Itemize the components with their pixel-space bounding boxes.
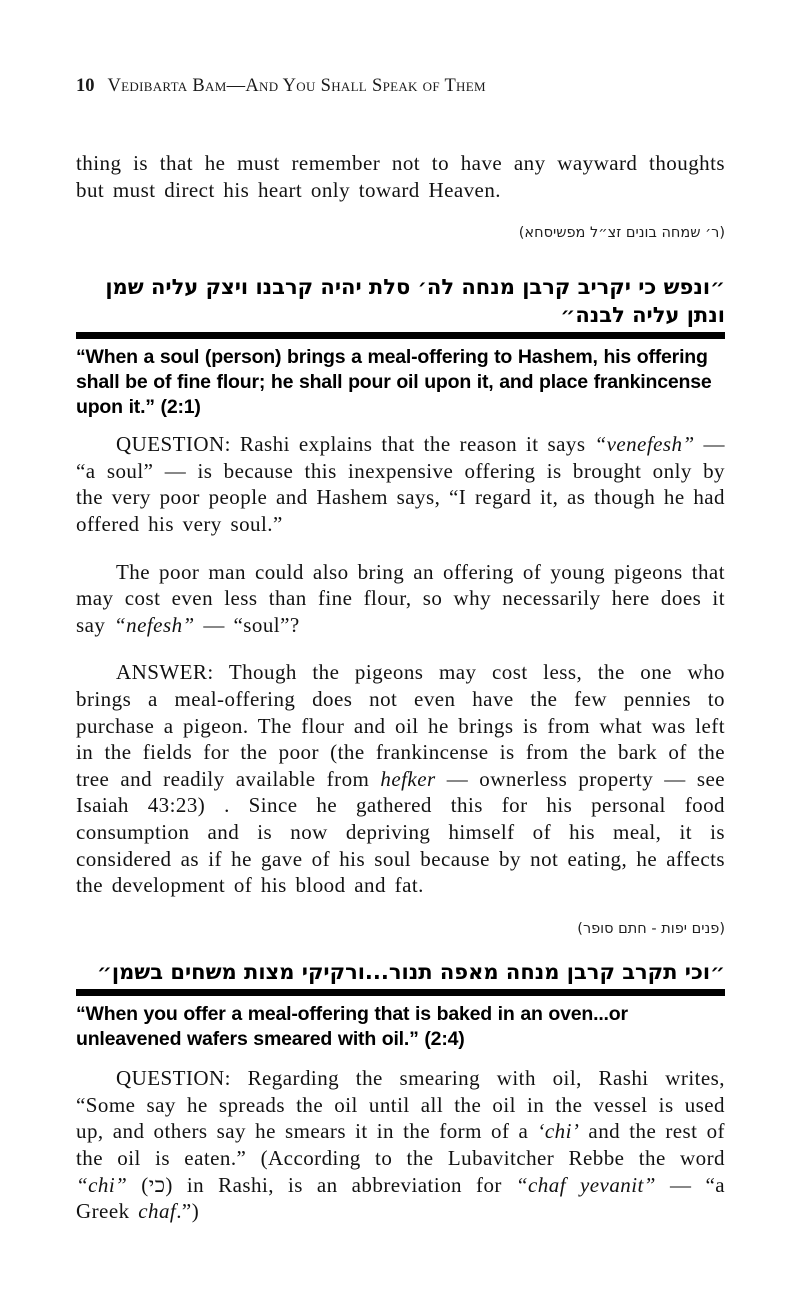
text-segment: — “a soul” — is because this inexpensive offering is brought only by the very poor people and Hashem says, “I regard it, as though he had offered his very soul.” [76,432,725,536]
question-paragraph [76,431,725,537]
text-segment: chaf [138,1199,177,1224]
text-segment: “chi” [76,1172,128,1197]
text-segment: — “soul”? [194,612,300,637]
source-attribution: (פנים יפות - חתם סופר) [577,920,725,937]
verse-translation: “When you offer a meal-offering that is baked in an oven...or unleavened wafers smeared with oil.” (2:4) [76,1003,628,1051]
heading-rule [76,989,725,996]
text-segment: The poor man could also bring an offering of young pigeons that may cost even less than fine flour, so why necessarily here does it say [76,559,725,637]
hebrew-verse-heading: ״וכי תקרב קרבן מנחה מאפה תנור...ורקיקי מצות משחים בשמן״ [96,959,725,984]
intro-paragraph [76,150,725,203]
text-segment: — ownerless property — see Isaiah 43:23) . Since he gathered this for his personal food consumption and is now depriving himself of his meal, it is considered as if he gave of his soul because by not eating, he affects the development of his blood and fat. [76,766,725,898]
text-segment: thing is that he must remember not to have any wayward thoughts but must direct his heart only toward Heaven. [76,151,725,202]
text-segment: — “a Greek [76,1172,725,1224]
text-segment: ANSWER: Though the pigeons may cost less, the one who brings a meal-offering does not even have the few pennies to purchase a pigeon. The flour and oil he brings is from what was left in the fields for the poor (the frankincense is from the bark of the tree and readily available from [76,660,725,791]
source-attribution: (ר׳ שמחה בונים זצ״ל מפשיסחא) [518,225,725,242]
page-number: 10 [76,76,95,96]
text-column [76,0,725,1246]
text-segment: hefker [380,766,436,791]
heading-rule [76,332,725,339]
text-segment: QUESTION: Rashi explains that the reason it says [116,432,595,457]
text-segment: “chaf yevanit” [515,1172,656,1197]
hebrew-verse-heading: ״ונפש כי יקריב קרבן מנחה לה׳ סלת יהיה קרבנו ויצק עליה שמן ונתן עליה לבנה״ [105,275,725,327]
text-segment: QUESTION: Regarding the smearing with oil, Rashi writes, “Some say he spreads the oil until all the oil in the vessel is used up, and others say he smears it in the form of a [76,1066,725,1144]
text-segment: .”) [176,1199,200,1224]
text-segment: ‘chi’ [537,1119,580,1144]
book-title: Vedibarta Bam—And You Shall Speak of Them [107,76,486,96]
running-header [76,76,725,96]
answer-paragraph [76,659,725,898]
body-paragraph [76,559,725,639]
text-segment: and the rest of the oil is eaten.” (According to the Lubavitcher Rebbe the word [76,1119,725,1170]
text-segment: “nefesh” [114,612,195,637]
question-paragraph [76,1065,725,1225]
text-segment: (כי) in Rashi, is an abbreviation for [127,1172,516,1197]
verse-translation: “When a soul (person) brings a meal-offering to Hashem, his offering shall be of fine flour; he shall pour oil upon it, and place frankincense upon it.” (2:1) [76,346,712,419]
text-segment: “venefesh” [594,432,695,457]
